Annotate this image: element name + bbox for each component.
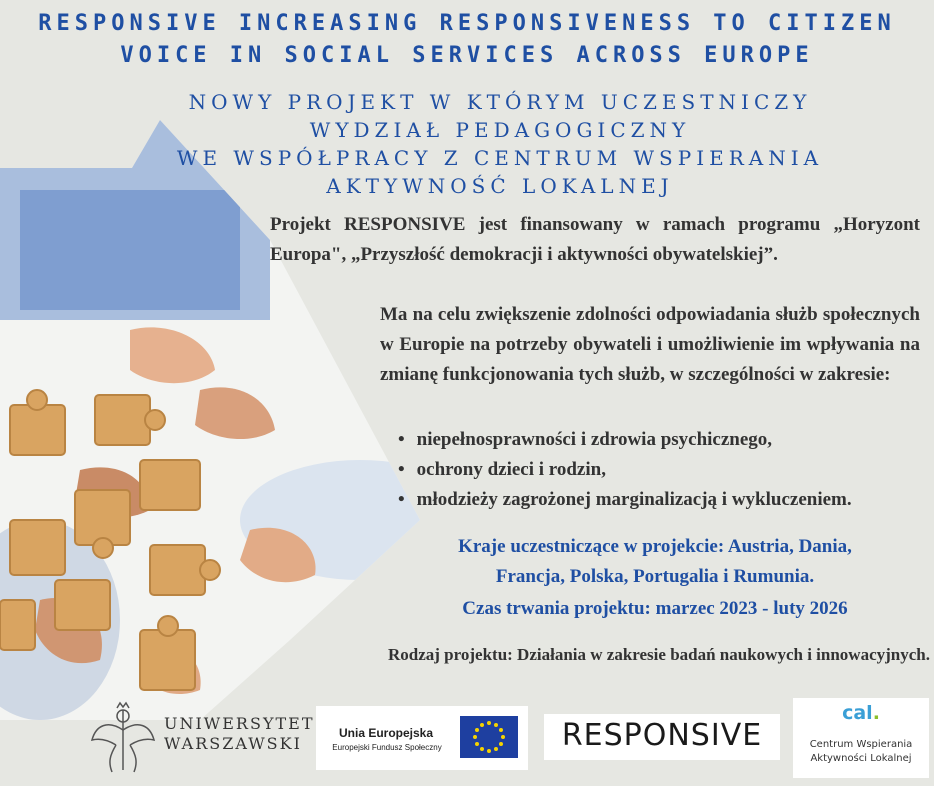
cal-name-line-2: Aktywności Lokalnej (810, 753, 912, 764)
eu-fund-logo (316, 706, 528, 770)
uw-name-line-1: UNIWERSYTET (164, 714, 315, 733)
eagle-emblem-icon (88, 700, 158, 778)
responsive-wordmark: RESPONSIVE (561, 718, 763, 753)
title-pl-line-4: AKTYWNOŚĆ LOKALNEJ (326, 174, 674, 198)
funding-paragraph: Projekt RESPONSIVE jest finansowany w ramach programu „Horyzont Europa", „Przyszłość demokracji i aktywności obywatelskiej”. (270, 214, 920, 265)
uw-logo (88, 700, 315, 778)
responsive-logo (544, 714, 780, 760)
list-item: • niepełnosprawności i zdrowia psychicznego, (398, 425, 852, 455)
goal-paragraph: Ma na celu zwiększenie zdolności odpowiadania służb społecznych w Europie na potrzeby obywateli i umożliwienie im wpływania na zmianę funkcjonowania tych służb, w szczególności w zakresie: (380, 304, 920, 385)
cal-mark-letters: cal (842, 702, 873, 724)
cal-name-line-1: Centrum Wspierania (809, 739, 913, 750)
title-pl-line-1: NOWY PROJEKT W KTÓRYM UCZESTNICZY (188, 90, 812, 114)
cal-logo (793, 698, 929, 778)
eu-name: Unia Europejska (338, 726, 434, 740)
title-pl-line-2: WYDZIAŁ PEDAGOGICZNY (309, 118, 691, 142)
uw-name-line-2: WARSZAWSKI (164, 734, 302, 753)
scope-list (398, 425, 852, 515)
cal-mark-dot: . (872, 702, 880, 724)
countries-line-2: Francja, Polska, Portugalia i Rumunia. (495, 566, 815, 587)
project-type: Rodzaj projektu: Działania w zakresie badań naukowych i innowacyjnych. (387, 645, 930, 664)
eu-fund-name: Europejski Fundusz Społeczny (332, 743, 442, 752)
countries-line-1: Kraje uczestniczące w projekcie: Austria, Dania, (458, 536, 852, 557)
title-pl-line-3: WE WSPÓŁPRACY Z CENTRUM WSPIERANIA (176, 146, 824, 170)
list-item: • młodzieży zagrożonej marginalizacją i wykluczeniem. (398, 485, 852, 515)
title-en-line-1: RESPONSIVE INCREASING RESPONSIVENESS TO CITIZEN (38, 11, 896, 36)
list-item: • ochrony dzieci i rodzin, (398, 455, 852, 485)
project-duration: Czas trwania projektu: marzec 2023 - luty 2026 (462, 598, 848, 619)
eu-flag-icon (460, 716, 518, 758)
cal-mark (793, 702, 929, 724)
title-en-line-2: VOICE IN SOCIAL SERVICES ACROSS EUROPE (120, 43, 814, 68)
